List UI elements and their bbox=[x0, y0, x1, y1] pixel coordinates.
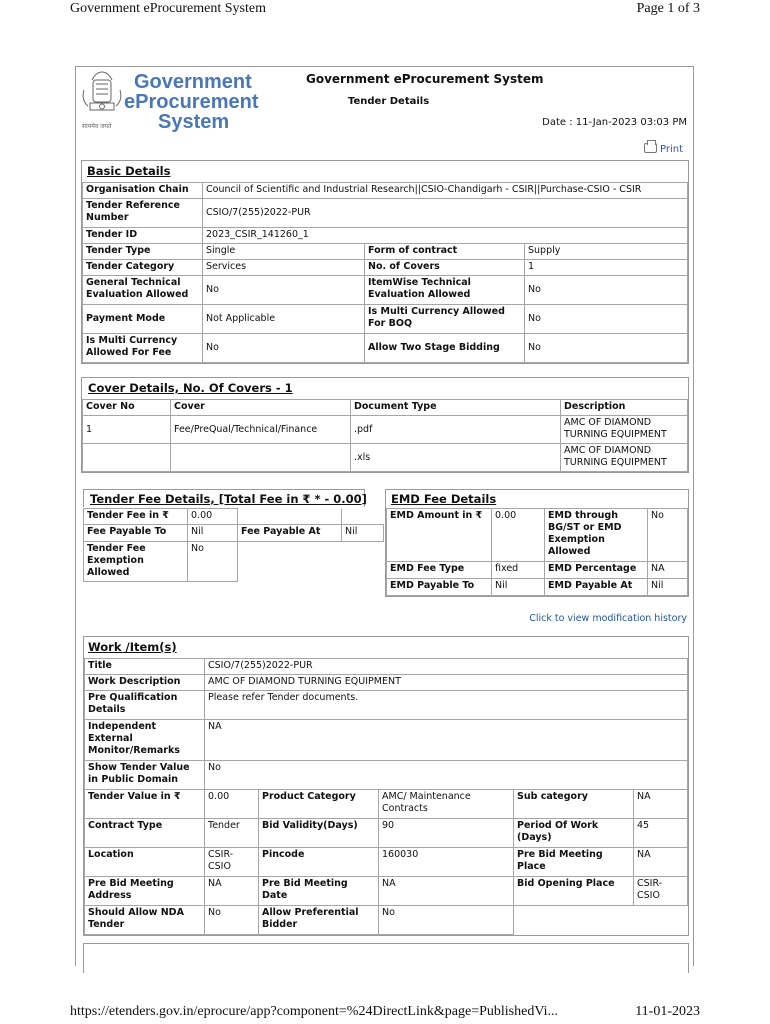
location-value: CSIR-CSIO bbox=[205, 848, 259, 877]
table-row bbox=[83, 416, 688, 444]
form-contract-value: Supply bbox=[525, 244, 688, 260]
tender-fee-title: Tender Fee Details, [Total Fee in ₹ * - 0.00] bbox=[90, 492, 367, 506]
tender-category-label: Tender Category bbox=[83, 260, 203, 276]
page-number: Page 1 of 3 bbox=[636, 1, 700, 16]
emd-type-label: EMD Fee Type bbox=[387, 562, 492, 579]
cover-col-header: Cover bbox=[171, 400, 351, 416]
location-label: Location bbox=[85, 848, 205, 877]
gepnic-logo bbox=[80, 70, 270, 142]
show-value-label: Show Tender Value in Public Domain bbox=[85, 761, 205, 790]
tender-category-value: Services bbox=[203, 260, 365, 276]
sub-category-value: NA bbox=[634, 790, 688, 819]
prebid-date-label: Pre Bid Meeting Date bbox=[259, 877, 379, 906]
product-category-value: AMC/ Maintenance Contracts bbox=[379, 790, 514, 819]
work-items-title: Work /Item(s) bbox=[88, 640, 177, 654]
pincode-value: 160030 bbox=[379, 848, 514, 877]
cover-cell: 1 bbox=[83, 416, 171, 444]
logo-line-2: eProcurement bbox=[124, 91, 259, 113]
preferential-bidder-value: No bbox=[379, 906, 514, 935]
emd-fee-table bbox=[386, 508, 688, 596]
prebid-address-label: Pre Bid Meeting Address bbox=[85, 877, 205, 906]
prequal-label: Pre Qualification Details bbox=[85, 691, 205, 720]
contract-type-value: Tender bbox=[205, 819, 259, 848]
iem-value: NA bbox=[205, 720, 688, 761]
mc-boq-value: No bbox=[525, 305, 688, 334]
national-emblem-icon bbox=[80, 70, 124, 138]
basic-details-table bbox=[82, 182, 688, 363]
emd-payable-at-value: Nil bbox=[648, 579, 688, 596]
work-title-label: Title bbox=[85, 659, 205, 675]
pincode-label: Pincode bbox=[259, 848, 379, 877]
mc-boq-label: Is Multi Currency Allowed For BOQ bbox=[365, 305, 525, 334]
prebid-place-value: NA bbox=[634, 848, 688, 877]
emblem-motto: सत्यमेव जयते bbox=[82, 123, 112, 130]
page-title: Government eProcurement System bbox=[306, 72, 544, 86]
tender-type-value: Single bbox=[203, 244, 365, 260]
page-subtitle: Tender Details bbox=[348, 96, 430, 107]
fee-payable-at-value: Nil bbox=[342, 525, 384, 542]
emd-percentage-value: NA bbox=[648, 562, 688, 579]
ref-label: Tender Reference Number bbox=[83, 199, 203, 228]
gte-value: No bbox=[203, 276, 365, 305]
covers-label: No. of Covers bbox=[365, 260, 525, 276]
fee-exemption-value: No bbox=[188, 542, 238, 582]
cover-col-header: Document Type bbox=[351, 400, 561, 416]
emd-type-value: fixed bbox=[492, 562, 545, 579]
tender-fee-label: Tender Fee in ₹ bbox=[84, 509, 188, 525]
ref-value: CSIO/7(255)2022-PUR bbox=[203, 199, 688, 228]
sub-category-label: Sub category bbox=[514, 790, 634, 819]
prebid-address-value: NA bbox=[205, 877, 259, 906]
fee-payable-at-label: Fee Payable At bbox=[238, 525, 342, 542]
bid-validity-label: Bid Validity(Days) bbox=[259, 819, 379, 848]
mc-fee-value: No bbox=[203, 334, 365, 363]
print-header-title: Government eProcurement System bbox=[70, 1, 266, 16]
nda-value: No bbox=[205, 906, 259, 935]
ite-label: ItemWise Technical Evaluation Allowed bbox=[365, 276, 525, 305]
fee-payable-to-value: Nil bbox=[188, 525, 238, 542]
ite-value: No bbox=[525, 276, 688, 305]
two-stage-label: Allow Two Stage Bidding bbox=[365, 334, 525, 363]
emd-payable-at-label: EMD Payable At bbox=[545, 579, 648, 596]
tender-value-value: 0.00 bbox=[205, 790, 259, 819]
two-stage-value: No bbox=[525, 334, 688, 363]
payment-mode-value: Not Applicable bbox=[203, 305, 365, 334]
tender-id-label: Tender ID bbox=[83, 228, 203, 244]
basic-details-title: Basic Details bbox=[87, 164, 171, 178]
period-work-value: 45 bbox=[634, 819, 688, 848]
printer-icon bbox=[644, 143, 657, 153]
work-desc-value: AMC OF DIAMOND TURNING EQUIPMENT bbox=[205, 675, 688, 691]
org-value: Council of Scientific and Industrial Research||CSIO-Chandigarh - CSIR||Purchase-CSIO - CSIR bbox=[203, 183, 688, 199]
contract-type-label: Contract Type bbox=[85, 819, 205, 848]
tender-type-label: Tender Type bbox=[83, 244, 203, 260]
table-row bbox=[83, 444, 688, 472]
cover-cell: AMC OF DIAMOND TURNING EQUIPMENT bbox=[561, 416, 688, 444]
tender-fee-table bbox=[83, 508, 384, 582]
tender-id-value: 2023_CSIR_141260_1 bbox=[203, 228, 688, 244]
prebid-date-value: NA bbox=[379, 877, 514, 906]
page-url: https://etenders.gov.in/eprocure/app?component=%24DirectLink&page=PublishedVi... bbox=[70, 1004, 558, 1019]
emd-bg-label: EMD through BG/ST or EMD Exemption Allowed bbox=[545, 509, 648, 562]
gte-label: General Technical Evaluation Allowed bbox=[83, 276, 203, 305]
payment-mode-label: Payment Mode bbox=[83, 305, 203, 334]
print-button[interactable] bbox=[644, 143, 683, 155]
emd-percentage-label: EMD Percentage bbox=[545, 562, 648, 579]
prequal-value: Please refer Tender documents. bbox=[205, 691, 688, 720]
covers-value: 1 bbox=[525, 260, 688, 276]
print-footer bbox=[70, 1002, 700, 1024]
bid-opening-place-label: Bid Opening Place bbox=[514, 877, 634, 906]
cover-cell bbox=[83, 444, 171, 472]
product-category-label: Product Category bbox=[259, 790, 379, 819]
print-label: Print bbox=[659, 144, 683, 155]
report-date: Date : 11-Jan-2023 03:03 PM bbox=[542, 117, 687, 128]
mc-fee-label: Is Multi Currency Allowed For Fee bbox=[83, 334, 203, 363]
bid-validity-value: 90 bbox=[379, 819, 514, 848]
cover-cell: .xls bbox=[351, 444, 561, 472]
work-items-table bbox=[84, 658, 688, 935]
emd-payable-to-value: Nil bbox=[492, 579, 545, 596]
cover-cell: AMC OF DIAMOND TURNING EQUIPMENT bbox=[561, 444, 688, 472]
print-header bbox=[70, 0, 700, 20]
emd-amount-value: 0.00 bbox=[492, 509, 545, 562]
bid-opening-place-value: CSIR-CSIO bbox=[634, 877, 688, 906]
cover-col-header: Description bbox=[561, 400, 688, 416]
cover-details-title: Cover Details, No. Of Covers - 1 bbox=[88, 381, 293, 395]
emd-amount-label: EMD Amount in ₹ bbox=[387, 509, 492, 562]
period-work-label: Period Of Work (Days) bbox=[514, 819, 634, 848]
show-value-value: No bbox=[205, 761, 688, 790]
next-section bbox=[83, 943, 689, 973]
cover-cell bbox=[171, 444, 351, 472]
fee-exemption-label: Tender Fee Exemption Allowed bbox=[84, 542, 188, 582]
form-contract-label: Form of contract bbox=[365, 244, 525, 260]
cover-cell: Fee/PreQual/Technical/Finance bbox=[171, 416, 351, 444]
emd-bg-value: No bbox=[648, 509, 688, 562]
work-desc-label: Work Description bbox=[85, 675, 205, 691]
preferential-bidder-label: Allow Preferential Bidder bbox=[259, 906, 379, 935]
tender-page bbox=[75, 66, 694, 966]
cover-cell: .pdf bbox=[351, 416, 561, 444]
fee-payable-to-label: Fee Payable To bbox=[84, 525, 188, 542]
logo-line-3: System bbox=[158, 111, 230, 133]
cover-col-header: Cover No bbox=[83, 400, 171, 416]
tender-fee-value: 0.00 bbox=[188, 509, 238, 525]
iem-label: Independent External Monitor/Remarks bbox=[85, 720, 205, 761]
emd-fee-title: EMD Fee Details bbox=[391, 492, 497, 506]
logo-line-1: Government bbox=[134, 71, 252, 93]
work-title-value: CSIO/7(255)2022-PUR bbox=[205, 659, 688, 675]
org-label: Organisation Chain bbox=[83, 183, 203, 199]
prebid-place-label: Pre Bid Meeting Place bbox=[514, 848, 634, 877]
cover-table bbox=[82, 399, 688, 472]
print-date: 11-01-2023 bbox=[635, 1004, 700, 1019]
tender-value-label: Tender Value in ₹ bbox=[85, 790, 205, 819]
nda-label: Should Allow NDA Tender bbox=[85, 906, 205, 935]
modification-history-link[interactable]: Click to view modification history bbox=[529, 613, 687, 624]
emd-payable-to-label: EMD Payable To bbox=[387, 579, 492, 596]
